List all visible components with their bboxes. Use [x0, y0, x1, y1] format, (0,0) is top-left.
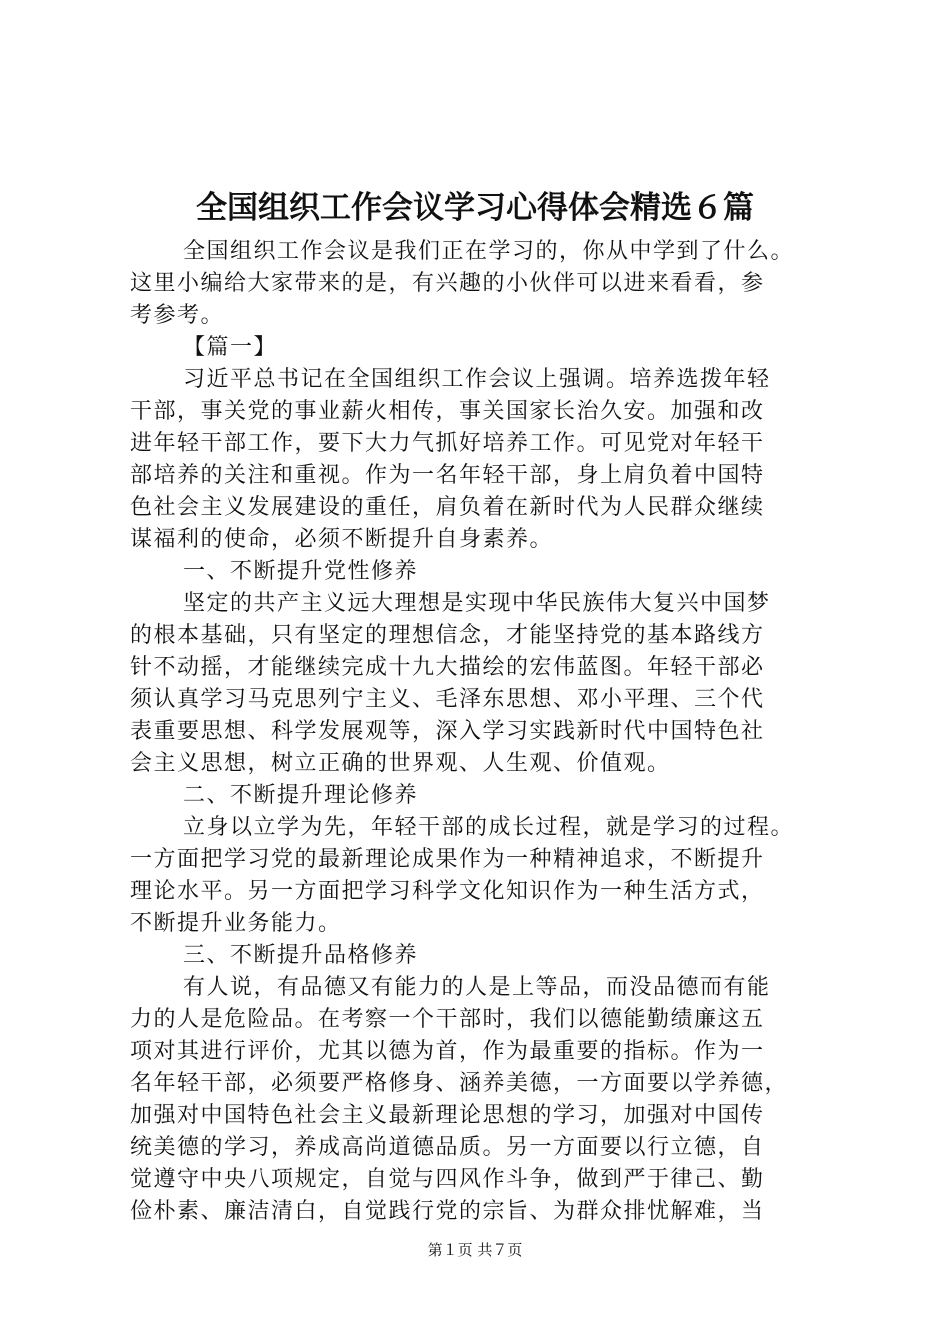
text-line: 立身以立学为先，年轻干部的成长过程，就是学习的过程。: [183, 815, 795, 840]
text-line: 力的人是危险品。在考察一个干部时，我们以德能勤绩廉这五: [130, 1007, 765, 1032]
text-line: 色社会主义发展建设的重任，肩负着在新时代为人民群众继续: [130, 495, 765, 520]
text-line: 干部，事关党的事业薪火相传，事关国家长治久安。加强和改: [130, 399, 765, 424]
text-line: 表重要思想、科学发展观等，深入学习实践新时代中国特色社: [130, 719, 765, 744]
text-line: 会主义思想，树立正确的世界观、人生观、价值观。: [130, 751, 671, 776]
document-body: [130, 236, 830, 1228]
text-line: 须认真学习马克思列宁主义、毛泽东思想、邓小平理、三个代: [130, 687, 765, 712]
text-line: 理论水平。另一方面把学习科学文化知识作为一种生活方式，: [130, 879, 765, 904]
text-line: 进年轻干部工作，要下大力气抓好培养工作。可见党对年轻干: [130, 431, 765, 456]
text-line: 名年轻干部，必须要严格修身、涵养美德，一方面要以学养德，: [130, 1071, 789, 1096]
text-line: 习近平总书记在全国组织工作会议上强调。培养选拨年轻: [183, 367, 771, 392]
text-line: 部培养的关注和重视。作为一名年轻干部，身上肩负着中国特: [130, 463, 765, 488]
text-line: 觉遵守中央八项规定，自觉与四风作斗争，做到严于律己、勤: [130, 1167, 765, 1192]
page-number: 第１页 共７页: [427, 1241, 523, 1259]
text-line: 加强对中国特色社会主义最新理论思想的学习，加强对中国传: [130, 1103, 765, 1128]
text-line: 一方面把学习党的最新理论成果作为一种精神追求，不断提升: [130, 847, 765, 872]
text-line: 这里小编给大家带来的是，有兴趣的小伙伴可以进来看看，参: [130, 271, 765, 296]
text-line: 项对其进行评价，尤其以德为首，作为最重要的指标。作为一: [130, 1039, 765, 1064]
text-line: 三、不断提升品格修养: [183, 943, 419, 968]
text-line: 俭朴素、廉洁清白，自觉践行党的宗旨、为群众排忧解难，当: [130, 1199, 765, 1224]
text-line: 坚定的共产主义远大理想是实现中华民族伟大复兴中国梦: [183, 591, 771, 616]
text-line: 一、不断提升党性修养: [183, 559, 419, 584]
text-line: 全国组织工作会议是我们正在学习的，你从中学到了什么。: [183, 239, 795, 264]
text-line: 不断提升业务能力。: [130, 911, 342, 936]
document-title: 全国组织工作会议学习心得体会精选６篇: [196, 190, 754, 226]
text-line: 有人说，有品德又有能力的人是上等品，而没品德而有能: [183, 975, 771, 1000]
text-line: 二、不断提升理论修养: [183, 783, 419, 808]
text-line: 统美德的学习，养成高尚道德品质。另一方面要以行立德，自: [130, 1135, 765, 1160]
text-line: 的根本基础，只有坚定的理想信念，才能坚持党的基本路线方: [130, 623, 765, 648]
text-line: 针不动摇，才能继续完成十九大描绘的宏伟蓝图。年轻干部必: [130, 655, 765, 680]
text-line: 谋福利的使命，必须不断提升自身素养。: [130, 527, 554, 552]
text-line: 考参考。: [130, 303, 225, 328]
text-line: 【篇一】: [183, 335, 278, 360]
